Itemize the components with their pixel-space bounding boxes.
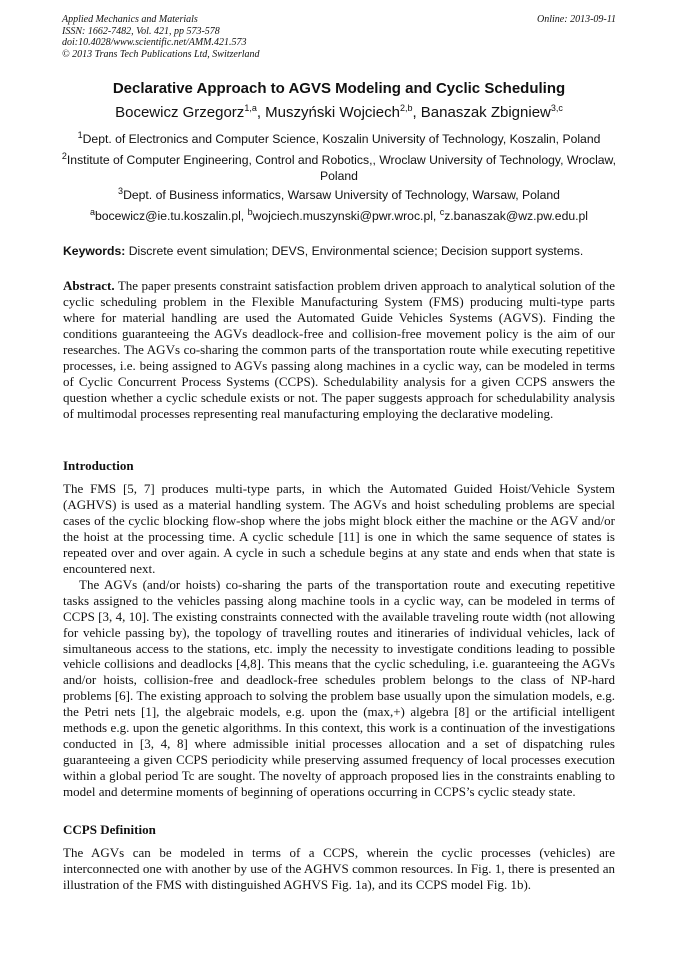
email-superscript: b <box>247 206 253 217</box>
affiliation-2 <box>60 152 618 184</box>
email-address: bocewicz@ie.tu.koszalin.pl, <box>94 209 248 223</box>
author-superscript: 1,a <box>244 103 257 113</box>
keywords-label: Keywords: <box>63 244 126 258</box>
affiliation-text: Dept. of Business informatics, Warsaw University of Technology, Warsaw, Poland <box>123 188 560 202</box>
affiliation-superscript: 3 <box>118 185 124 196</box>
affiliation-1 <box>60 131 618 147</box>
keywords-text: Discrete event simulation; DEVS, Environmental science; Decision support systems. <box>125 244 584 258</box>
email-list <box>50 208 628 224</box>
intro-paragraph-1: The FMS [5, 7] produces multi-type parts, in which the Automated Guided Hoist/Vehicle System (AGHVS) is used as a material handling system. The AGVs and hoist scheduling problems are special cases of the cyclic blocking flow-shop where the jobs might block either the machine or the AGV and/or the hoist at the processing time. A cyclic schedule [11] is one in which the same sequence of states is repeated over and over again. A cycle in such a schedule begins at any state and ends when that state is encountered next. <box>63 481 615 576</box>
abstract-label: Abstract. <box>63 278 115 293</box>
affiliation-superscript: 2 <box>61 150 67 161</box>
email-address: wojciech.muszynski@pwr.wroc.pl, <box>252 209 440 223</box>
introduction-body <box>63 481 615 800</box>
author-separator: , <box>256 104 266 121</box>
affiliation-superscript: 1 <box>77 129 83 140</box>
issn-line: ISSN: 1662-7482, Vol. 421, pp 573-578 <box>62 25 220 37</box>
journal-header <box>62 14 616 60</box>
email-address: z.banaszak@wz.pw.edu.pl <box>444 209 589 223</box>
author-name: Bocewicz Grzegorz <box>115 104 245 121</box>
email-superscript: c <box>439 206 445 217</box>
keywords-line <box>63 243 619 259</box>
author-superscript: 2,b <box>399 103 413 113</box>
intro-paragraph-2: The AGVs (and/or hoists) co-sharing the parts of the transportation route and executing repetitive tasks assigned to the vehicles passing along machine tools in a cyclic way, can be modeled in terms of CCPS [3, 4, 10]. The existing constraints connected with the available traveling route width (not allowing for vehicle passing by), the topology of travelling routes and itineraries of individual vehicles, lack of simultaneous access to the stations, etc. imply the necessity to investigate conditions leading to possible vehicle collisions and deadlocks [4,8]. This means that the cyclic scheduling, i.e. guaranteeing the AGVs and/or hoists, collision-free and deadlock-free schedules problem belongs to the class of NP-hard problems [6]. The existing approach to solving the problem base usually upon the simulation models, e.g. the Petri nets [1], the algebraic models, e.g. upon the (max,+) algebra [8] or the artificial intelligent methods e.g. upon the genetic algorithms. In this context, this work is a continuation of the investigations conducted in [3, 4, 8] where admissible initial processes allocation and a set of dispatching rules guaranteeing a given CCPS periodicity while preserving assumed frequency of local processes execution within a global period Tc are sought. The novelty of approach proposed lies in the constraints enabling to model and determine moments of beginning of operations occurring in CCPS’s cyclic steady state. <box>63 576 615 800</box>
ccps-body <box>63 845 615 893</box>
author-name: Muszyński Wojciech <box>265 104 400 121</box>
introduction-heading: Introduction <box>63 458 134 473</box>
ccps-heading: CCPS Definition <box>63 822 156 837</box>
copyright-line: © 2013 Trans Tech Publications Ltd, Switzerland <box>62 48 260 60</box>
affiliation-3 <box>60 187 618 203</box>
email-superscript: a <box>89 206 95 217</box>
abstract-paragraph <box>63 278 615 422</box>
doi-line: doi:10.4028/www.scientific.net/AMM.421.573 <box>62 37 247 48</box>
author-name: Banaszak Zbigniew <box>420 104 551 121</box>
journal-name: Applied Mechanics and Materials <box>62 14 198 25</box>
abstract-text: The paper presents constraint satisfaction problem driven approach to analytical solution of the cyclic scheduling problem in the Flexible Manufacturing System (FMS) producing multi-type parts where for material handling are used the Automated Guide Vehicles Systems (AGVS). Finding the conditions guaranteeing the AGVs deadlock-free and collision-free movement policy is the aim of our researches. The AGVs co-sharing the common parts of the transportation route while executing repetitive processes, i.e. being assigned to AGVs passing along machines in a cyclic way, can be modeled in terms of Cyclic Concurrent Process Systems (CCPS). Schedulability analysis for a given CCPS answers the question whether a cyclic schedule exists or not. The paper suggests approach for schedulability analysis of multimodal processes representing real manufacturing employing the declarative modeling. <box>63 278 615 421</box>
author-separator: , <box>412 104 421 121</box>
ccps-paragraph-1: The AGVs can be modeled in terms of a CCPS, wherein the cyclic processes (vehicles) are interconnected one with another by use of the AGHVS common resources. In Fig. 1, there is presented an illustration of the FMS with distinguished AGHVS Fig. 1a), and its CCPS model Fig. 1b). <box>63 845 615 892</box>
affiliation-text: Institute of Computer Engineering, Control and Robotics,, Wroclaw University of Technology, Wroclaw, Poland <box>66 153 617 183</box>
affiliation-text: Dept. of Electronics and Computer Science, Koszalin University of Technology, Koszalin, Poland <box>82 132 601 146</box>
online-date: Online: 2013-09-11 <box>537 14 616 25</box>
author-superscript: 3,c <box>550 103 563 113</box>
paper-title: Declarative Approach to AGVS Modeling and Cyclic Scheduling <box>112 80 566 97</box>
author-list <box>40 103 638 123</box>
